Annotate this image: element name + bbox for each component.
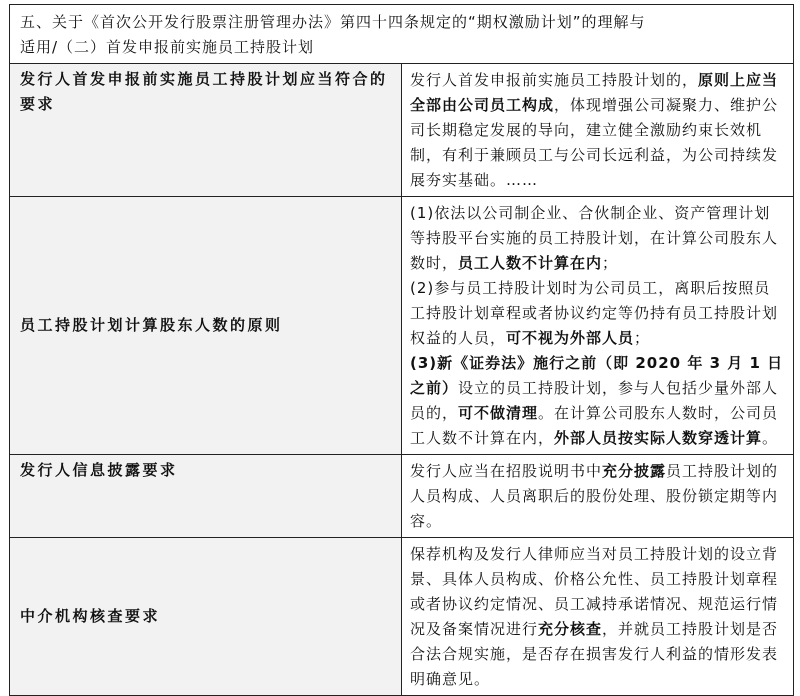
row-label-shareholder-count: 员工持股计划计算股东人数的原则	[10, 197, 402, 455]
title-line-1: 五、关于《首次公开发行股票注册管理办法》第四十四条规定的“期权激励计划”的理解与	[20, 13, 646, 31]
text-span: ；	[602, 254, 619, 272]
list-item	[410, 276, 785, 351]
text-span: 发行人应当在招股说明书中	[410, 462, 603, 480]
bold-text: (3)新《证券法》施行之前（即 2020 年 3 月 1 日之前）	[410, 354, 784, 397]
text-span: ，并就员工持股计划是否合法合规实施，是否存在损害发行人利益的情形发表明确意见。	[410, 620, 779, 688]
text-span: 设立的员工持股计划，参与人包括少量外部人员的，	[410, 379, 779, 422]
text-span: 保荐机构及发行人律师应当对员工持股计划的设立背景、具体人员构成、价格公允性、员工持股计划章程或者协议约定情况、员工减持承诺情况、规范运行情况及备案情况进行	[410, 545, 779, 638]
title-row	[10, 5, 794, 64]
row-content-disclosure	[402, 455, 794, 538]
text-span: ；	[634, 329, 651, 347]
table-row	[10, 197, 794, 455]
bold-text: 原则上应当全部由公司员工构成	[410, 71, 779, 114]
table-row	[10, 455, 794, 538]
text-span: 员工持股计划的人员构成、人员离职后的股份处理、股份锁定期等内容。	[410, 462, 779, 530]
list-item	[410, 201, 785, 276]
title-line-2: 适用/（二）首发申报前实施员工持股计划	[20, 38, 315, 56]
bold-text: 可不做清理	[458, 404, 539, 422]
row-label-requirements: 发行人首发申报前实施员工持股计划应当符合的要求	[10, 64, 402, 197]
text-span: (2)参与员工持股计划时为公司员工，离职后按照员工持股计划章程或者协议约定等仍持有员工持股计划权益的人员，	[410, 279, 779, 347]
row-content-shareholder-count	[402, 197, 794, 455]
text-span: 。在计算公司股东人数时，公司员工人数不计算在内，	[410, 404, 779, 447]
bold-text: 员工人数不计算在内	[458, 254, 603, 272]
text-span: ，体现增强公司凝聚力、维护公司长期稳定发展的导向，建立健全激励约束长效机制，有利于兼顾员工与公司长远利益，为公司持续发展夯实基础。……	[410, 96, 779, 189]
bold-text: 外部人员按实际人数穿透计算	[554, 429, 763, 447]
text-span: 发行人首发申报前实施员工持股计划的，	[410, 71, 699, 89]
bold-text: 充分核查	[538, 620, 603, 638]
text-span: (1)依法以公司制企业、合伙制企业、资产管理计划等持股平台实施的员工持股计划，在计算公司股东人数时，	[410, 204, 779, 272]
list-item	[410, 351, 785, 451]
table-row	[10, 538, 794, 696]
row-label-verification: 中介机构核查要求	[10, 538, 402, 696]
table-title-cell	[10, 5, 794, 64]
row-content-requirements	[402, 64, 794, 197]
table-row	[10, 64, 794, 197]
bold-text: 可不视为外部人员	[506, 329, 635, 347]
bold-text: 充分披露	[602, 462, 667, 480]
text-span: 。	[762, 429, 779, 447]
regulation-table	[9, 4, 794, 696]
row-content-verification	[402, 538, 794, 696]
row-label-disclosure: 发行人信息披露要求	[10, 455, 402, 538]
